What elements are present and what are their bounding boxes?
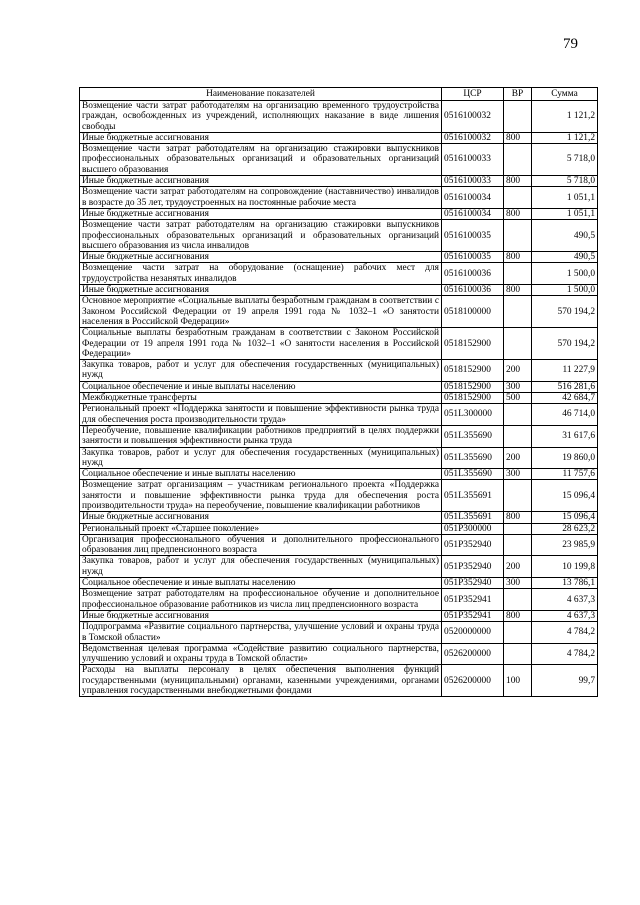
table-row: [80, 469, 598, 480]
header-csr: ЦСР: [442, 88, 504, 101]
row-vr: [504, 589, 532, 611]
row-sum: 13 786,1: [532, 578, 598, 589]
table-row: [80, 296, 598, 328]
row-sum: 490,5: [532, 220, 598, 252]
row-sum: 570 194,2: [532, 328, 598, 360]
table-row: [80, 144, 598, 176]
row-name: Социальное обеспечение и иные выплаты населению: [80, 578, 442, 589]
row-vr: 800: [504, 512, 532, 523]
table-body: [80, 101, 598, 697]
table-row: [80, 447, 598, 469]
row-csr: 0520000000: [442, 622, 504, 644]
row-vr: [504, 263, 532, 285]
table-row: [80, 480, 598, 512]
row-csr: 051P352941: [442, 610, 504, 621]
row-vr: [504, 296, 532, 328]
row-csr: 051L355690: [442, 469, 504, 480]
row-sum: 1 500,0: [532, 263, 598, 285]
row-name: Социальные выплаты безработным гражданам в соответствии с Законом Российской Федерации от 19 апреля 1991 года № 1032–1 «О занятости населения в Российской Федерации»: [80, 328, 442, 360]
row-csr: 051L300000: [442, 404, 504, 426]
table-row: [80, 132, 598, 143]
row-sum: 1 500,0: [532, 285, 598, 296]
row-vr: 800: [504, 285, 532, 296]
row-sum: 1 051,1: [532, 208, 598, 219]
row-sum: 11 227,9: [532, 360, 598, 382]
table-row: [80, 187, 598, 209]
row-name: Иные бюджетные ассигнования: [80, 512, 442, 523]
row-vr: [504, 220, 532, 252]
row-csr: 051P352940: [442, 556, 504, 578]
row-vr: [504, 480, 532, 512]
row-sum: 5 718,0: [532, 176, 598, 187]
row-vr: [504, 328, 532, 360]
row-name: Ведомственная целевая программа «Содействие развитию социального партнерства, улучшению условий и охраны труда в Томской области»: [80, 643, 442, 665]
row-csr: 0516100032: [442, 101, 504, 133]
row-name: Региональный проект «Поддержка занятости и повышение эффективности рынка труда для обеспечения роста производительности труда»: [80, 404, 442, 426]
row-csr: 0516100032: [442, 132, 504, 143]
row-name: Иные бюджетные ассигнования: [80, 252, 442, 263]
row-sum: 490,5: [532, 252, 598, 263]
row-vr: [504, 425, 532, 447]
row-csr: 0526200000: [442, 643, 504, 665]
row-vr: [504, 523, 532, 534]
row-name: Основное мероприятие «Социальные выплаты безработным гражданам в соответствии с Законом Российской Федерации от 19 апреля 1991 года № 1032–1 «О занятости населения в Российской Федерации»: [80, 296, 442, 328]
table-header-row: [80, 88, 598, 101]
row-sum: 516 281,6: [532, 381, 598, 392]
row-csr: 0516100034: [442, 187, 504, 209]
table-row: [80, 589, 598, 611]
row-vr: 100: [504, 665, 532, 697]
row-name: Организация профессионального обучения и дополнительного профессионального образования лиц предпенсионного возраста: [80, 534, 442, 556]
row-csr: 0516100035: [442, 220, 504, 252]
table-row: [80, 622, 598, 644]
row-vr: 200: [504, 360, 532, 382]
row-sum: 15 096,4: [532, 480, 598, 512]
row-vr: 300: [504, 578, 532, 589]
row-vr: [504, 187, 532, 209]
row-vr: 800: [504, 252, 532, 263]
row-csr: 0516100034: [442, 208, 504, 219]
row-vr: 200: [504, 447, 532, 469]
row-name: Региональный проект «Старшее поколение»: [80, 523, 442, 534]
row-name: Иные бюджетные ассигнования: [80, 285, 442, 296]
row-csr: 051P352941: [442, 589, 504, 611]
row-csr: 051P352940: [442, 534, 504, 556]
table-row: [80, 208, 598, 219]
table-row: [80, 393, 598, 404]
row-sum: 1 051,1: [532, 187, 598, 209]
row-sum: 28 623,2: [532, 523, 598, 534]
budget-table: [79, 87, 598, 697]
row-vr: [504, 534, 532, 556]
row-name: Закупка товаров, работ и услуг для обеспечения государственных (муниципальных) нужд: [80, 556, 442, 578]
row-sum: 1 121,2: [532, 132, 598, 143]
table-row: [80, 220, 598, 252]
row-name: Социальное обеспечение и иные выплаты населению: [80, 469, 442, 480]
row-vr: 800: [504, 610, 532, 621]
row-csr: 0516100035: [442, 252, 504, 263]
row-csr: 0518152900: [442, 393, 504, 404]
row-sum: 99,7: [532, 665, 598, 697]
table-row: [80, 263, 598, 285]
row-sum: 4 637,3: [532, 589, 598, 611]
table-row: [80, 534, 598, 556]
row-sum: 570 194,2: [532, 296, 598, 328]
row-sum: 4 784,2: [532, 622, 598, 644]
row-vr: [504, 404, 532, 426]
row-vr: [504, 643, 532, 665]
table-row: [80, 381, 598, 392]
table-row: [80, 285, 598, 296]
row-name: Возмещение части затрат работодателям на сопровождение (наставничество) инвалидов в возрасте до 35 лет, трудоустроенных на постоянные рабочие места: [80, 187, 442, 209]
row-name: Возмещение затрат работодателям на профессиональное обучение и дополнительное профессиональное образование работников из числа лиц предпенсионного возраста: [80, 589, 442, 611]
table-row: [80, 556, 598, 578]
row-vr: [504, 101, 532, 133]
row-csr: 0516100036: [442, 263, 504, 285]
header-sum: Сумма: [532, 88, 598, 101]
header-vr: ВР: [504, 88, 532, 101]
row-csr: 051L355690: [442, 425, 504, 447]
table-row: [80, 610, 598, 621]
table-row: [80, 523, 598, 534]
row-sum: 46 714,0: [532, 404, 598, 426]
row-csr: 0518152900: [442, 328, 504, 360]
row-name: Закупка товаров, работ и услуг для обеспечения государственных (муниципальных) нужд: [80, 447, 442, 469]
row-name: Иные бюджетные ассигнования: [80, 208, 442, 219]
table-row: [80, 360, 598, 382]
row-vr: 200: [504, 556, 532, 578]
row-sum: 4 784,2: [532, 643, 598, 665]
table-row: [80, 512, 598, 523]
row-vr: [504, 144, 532, 176]
row-sum: 23 985,9: [532, 534, 598, 556]
row-vr: 500: [504, 393, 532, 404]
row-csr: 051P352940: [442, 578, 504, 589]
row-csr: 0516100036: [442, 285, 504, 296]
table-row: [80, 643, 598, 665]
row-name: Возмещение затрат организациям – участникам регионального проекта «Поддержка занятости и повышение эффективности рынка труда для обеспечения роста производительности труда» на переобучение, повышение квалификации работников: [80, 480, 442, 512]
row-csr: 051L355690: [442, 447, 504, 469]
table-row: [80, 176, 598, 187]
row-csr: 051L355691: [442, 480, 504, 512]
row-vr: 800: [504, 208, 532, 219]
row-name: Возмещение части затрат на оборудование (оснащение) рабочих мест для трудоустройства незанятых инвалидов: [80, 263, 442, 285]
row-sum: 1 121,2: [532, 101, 598, 133]
row-vr: 800: [504, 132, 532, 143]
row-name: Иные бюджетные ассигнования: [80, 610, 442, 621]
row-name: Возмещение части затрат работодателям на организацию стажировки выпускников профессиональных образовательных организаций и образовательных организаций высшего образования из числа инвалидов: [80, 220, 442, 252]
row-vr: 800: [504, 176, 532, 187]
table-row: [80, 665, 598, 697]
row-sum: 10 199,8: [532, 556, 598, 578]
row-name: Закупка товаров, работ и услуг для обеспечения государственных (муниципальных) нужд: [80, 360, 442, 382]
table-row: [80, 101, 598, 133]
row-csr: 0518152900: [442, 381, 504, 392]
row-csr: 0518100000: [442, 296, 504, 328]
header-name: Наименование показателей: [80, 88, 442, 101]
row-vr: [504, 622, 532, 644]
row-csr: 051L355691: [442, 512, 504, 523]
row-name: Межбюджетные трансферты: [80, 393, 442, 404]
table-row: [80, 404, 598, 426]
row-csr: 0516100033: [442, 176, 504, 187]
row-sum: 11 757,6: [532, 469, 598, 480]
row-sum: 5 718,0: [532, 144, 598, 176]
row-sum: 42 684,7: [532, 393, 598, 404]
row-csr: 0518152900: [442, 360, 504, 382]
row-name: Иные бюджетные ассигнования: [80, 176, 442, 187]
row-sum: 19 860,0: [532, 447, 598, 469]
row-csr: 0516100033: [442, 144, 504, 176]
row-sum: 4 637,3: [532, 610, 598, 621]
table-row: [80, 252, 598, 263]
table-row: [80, 328, 598, 360]
table-row: [80, 425, 598, 447]
row-sum: 15 096,4: [532, 512, 598, 523]
row-name: Переобучение, повышение квалификации работников предприятий в целях поддержки занятости и повышения эффективности рынка труда: [80, 425, 442, 447]
row-name: Подпрограмма «Развитие социального партнерства, улучшение условий и охраны труда в Томской области»: [80, 622, 442, 644]
table-row: [80, 578, 598, 589]
row-name: Возмещение части затрат работодателям на организацию временного трудоустройства граждан, освобожденных из учреждений, исполняющих наказание в виде лишения свободы: [80, 101, 442, 133]
row-name: Социальное обеспечение и иные выплаты населению: [80, 381, 442, 392]
row-csr: 0526200000: [442, 665, 504, 697]
row-name: Возмещение части затрат работодателям на организацию стажировки выпускников профессиональных образовательных организаций и образовательных организаций высшего образования: [80, 144, 442, 176]
row-name: Расходы на выплаты персоналу в целях обеспечения выполнения функций государственными (муниципальными) органами, казенными учреждениями, органами управления государственными внебюджетными фондами: [80, 665, 442, 697]
row-name: Иные бюджетные ассигнования: [80, 132, 442, 143]
page-number: 79: [563, 36, 578, 52]
row-vr: 300: [504, 469, 532, 480]
row-vr: 300: [504, 381, 532, 392]
row-csr: 051P300000: [442, 523, 504, 534]
row-sum: 31 617,6: [532, 425, 598, 447]
